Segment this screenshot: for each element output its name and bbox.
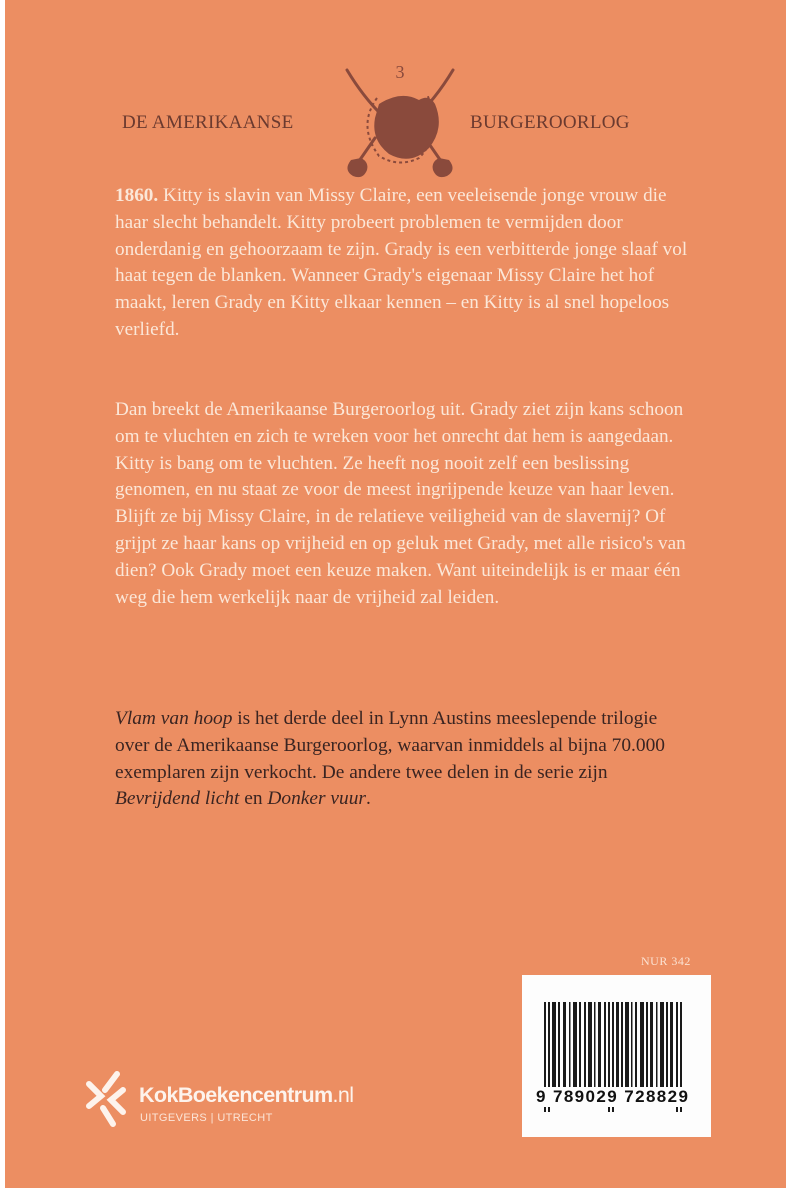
isbn-barcode (522, 975, 711, 1137)
blurb-paragraph-1-text: Kitty is slavin van Missy Claire, een veeleisende jonge vrouw die haar slecht behandelt. Kitty probeert problemen te vermijden door onderdanig en gehoorzaam te zijn. Grady is een verbitterde jonge slaaf vol haat tegen de blanken. Wanneer Grady's eigenaar Missy Claire het hof maakt, leren Grady en Kitty elkaar kennen – en Kitty is al snel hopeloos verliefd. (115, 185, 688, 340)
book-back-cover (5, 0, 786, 1188)
publisher-subtitle: UITGEVERS | UTRECHT (140, 1112, 273, 1124)
kokboekencentrum-x-logo-icon (83, 1068, 127, 1130)
volume-number: 3 (395, 62, 405, 82)
blurb-paragraph-3-end: . (365, 788, 371, 810)
blurb-paragraph-2: Dan breekt de Amerikaanse Burgeroorlog uit. Grady ziet zijn kans schoon om te vluchten en zich te wreken voor het onrecht dat hem is aangedaan. Kitty is bang om te vluchten. Ze heeft nog nooit zelf een beslissing genomen, en nu staat ze voor de meest ingrijpende keuze van haar leven. Blijft ze bij Missy Claire, in de relatieve veiligheid van de slavernij? Of grijpt ze haar kans op vrijheid en op geluk met Grady, met alle risico's van dien? Ook Grady moet een keuze maken. Want uiteindelijk is er maar één weg die hem werkelijk naar de vrijheid zal leiden. (115, 399, 686, 608)
publisher-name (139, 1083, 353, 1108)
publisher-name-main: KokBoekencentrum (139, 1083, 333, 1107)
blurb-paragraph-1 (115, 183, 695, 344)
book-title: Vlam van hoop (115, 708, 233, 729)
blurb-year: 1860. (115, 185, 159, 206)
isbn-number: 9 789029 728829 (536, 1087, 701, 1107)
related-book-1: Bevrijdend licht (115, 788, 240, 810)
related-book-2: Donker vuur (267, 788, 366, 810)
blurb-paragraph-3-text: is het derde deel in Lynn Austins meeslepende trilogie over de Amerikaanse Burgeroorlog, waarvan inmiddels al bijna 70.000 exemplaren zijn verkocht. De andere twee delen in de serie zijn (115, 708, 665, 783)
series-title-right: BURGEROORLOG (470, 112, 630, 133)
blurb-paragraph-3 (115, 706, 695, 813)
nur-code: NUR 342 (641, 954, 691, 968)
blurb-paragraph-3-conj: en (239, 788, 268, 810)
publisher-name-tld: .nl (332, 1083, 354, 1107)
series-emblem (335, 60, 465, 184)
series-title-left: DE AMERIKAANSE (122, 112, 294, 133)
